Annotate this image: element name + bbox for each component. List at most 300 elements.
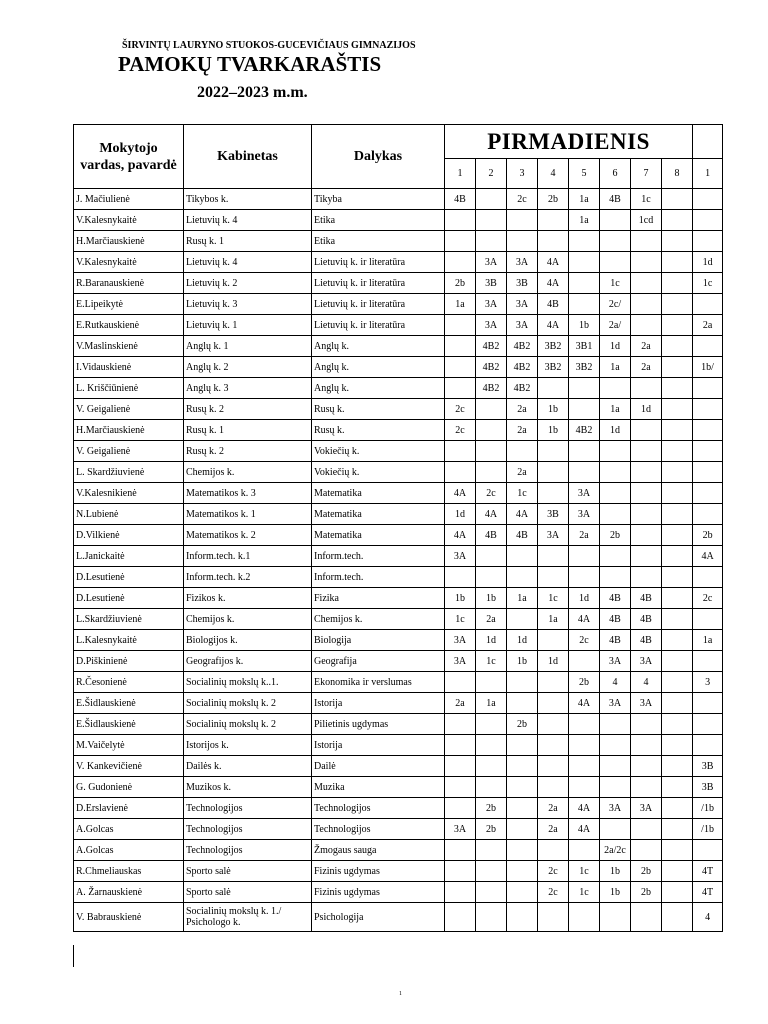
lesson-cell	[662, 819, 693, 840]
table-row	[74, 504, 723, 525]
lesson-cell: 3A	[507, 315, 538, 336]
subject-cell: Dailė	[312, 756, 445, 777]
room-cell: Geografijos k.	[184, 651, 312, 672]
lesson-cell: 2c	[476, 483, 507, 504]
lesson-cell: 1d	[538, 651, 569, 672]
table-row	[74, 336, 723, 357]
lesson-cell	[445, 441, 476, 462]
lesson-cell	[631, 462, 662, 483]
table-row	[74, 189, 723, 210]
table-row	[74, 714, 723, 735]
lesson-cell	[569, 441, 600, 462]
room-cell: Istorijos k.	[184, 735, 312, 756]
lesson-cell	[662, 714, 693, 735]
lesson-cell	[600, 441, 631, 462]
lesson-cell: 1c	[569, 882, 600, 903]
lesson-cell	[445, 714, 476, 735]
subject-cell: Lietuvių k. ir literatūra	[312, 315, 445, 336]
lesson-cell: 3B1	[569, 336, 600, 357]
lesson-cell	[662, 252, 693, 273]
lesson-cell: 2a	[538, 798, 569, 819]
lesson-cell	[445, 903, 476, 932]
lesson-cell: 1c	[507, 483, 538, 504]
lesson-cell	[569, 252, 600, 273]
lesson-cell	[476, 462, 507, 483]
lesson-cell	[662, 462, 693, 483]
lesson-cell	[631, 420, 662, 441]
table-row	[74, 819, 723, 840]
lesson-cell: 2c	[569, 630, 600, 651]
lesson-cell	[476, 210, 507, 231]
lesson-cell: 3B	[693, 777, 723, 798]
lesson-cell	[476, 735, 507, 756]
timetable	[73, 124, 723, 932]
lesson-cell: 3A	[600, 798, 631, 819]
lesson-cell: 1b	[507, 651, 538, 672]
table-row	[74, 546, 723, 567]
lesson-cell: 4B	[631, 609, 662, 630]
lesson-cell: 3B2	[538, 357, 569, 378]
lesson-cell: 1b/	[693, 357, 723, 378]
teacher-cell: L.Kalesnykaitė	[74, 630, 184, 651]
subject-cell: Fizinis ugdymas	[312, 861, 445, 882]
teacher-cell: D.Vilkienė	[74, 525, 184, 546]
lesson-cell	[476, 777, 507, 798]
lesson-cell	[569, 273, 600, 294]
lesson-cell	[569, 462, 600, 483]
lesson-cell	[631, 525, 662, 546]
lesson-cell	[600, 546, 631, 567]
lesson-cell	[569, 231, 600, 252]
lesson-cell	[662, 798, 693, 819]
lesson-cell: 4T	[693, 882, 723, 903]
lesson-cell	[600, 378, 631, 399]
room-cell: Socialinių mokslų k..1.	[184, 672, 312, 693]
table-row	[74, 420, 723, 441]
teacher-cell: R.Česonienė	[74, 672, 184, 693]
lesson-cell: 1d	[507, 630, 538, 651]
lesson-cell	[538, 378, 569, 399]
lesson-cell: 1b	[538, 420, 569, 441]
lesson-cell: 3A	[445, 630, 476, 651]
lesson-cell: 1d	[445, 504, 476, 525]
lesson-cell	[662, 315, 693, 336]
lesson-cell	[693, 651, 723, 672]
table-row	[74, 840, 723, 861]
lesson-cell: 2a	[631, 336, 662, 357]
subject-cell: Anglų k.	[312, 336, 445, 357]
lesson-cell: 1b	[600, 882, 631, 903]
room-cell: Socialinių mokslų k. 2	[184, 714, 312, 735]
lesson-cell: 2c	[538, 861, 569, 882]
room-cell: Matematikos k. 3	[184, 483, 312, 504]
teacher-cell: L. Skardžiuvienė	[74, 462, 184, 483]
lesson-cell	[569, 840, 600, 861]
lesson-cell: /1b	[693, 819, 723, 840]
period-header: 7	[631, 159, 662, 189]
lesson-cell	[662, 273, 693, 294]
lesson-cell: 4	[631, 672, 662, 693]
lesson-cell: 2c	[693, 588, 723, 609]
lesson-cell	[538, 567, 569, 588]
lesson-cell	[600, 567, 631, 588]
teacher-cell: D.Erslavienė	[74, 798, 184, 819]
lesson-cell	[662, 651, 693, 672]
room-cell: Anglų k. 2	[184, 357, 312, 378]
lesson-cell: 3	[693, 672, 723, 693]
lesson-cell	[662, 756, 693, 777]
room-cell: Socialinių mokslų k. 2	[184, 693, 312, 714]
subject-cell: Anglų k.	[312, 357, 445, 378]
room-cell: Matematikos k. 2	[184, 525, 312, 546]
lesson-cell: 2a	[507, 462, 538, 483]
lesson-cell	[538, 735, 569, 756]
lesson-cell: 3B	[693, 756, 723, 777]
lesson-cell: 2b	[445, 273, 476, 294]
teacher-cell: E.Rutkauskienė	[74, 315, 184, 336]
teacher-cell: V. Kankevičienė	[74, 756, 184, 777]
teacher-cell: D.Piškinienė	[74, 651, 184, 672]
lesson-cell	[445, 378, 476, 399]
teacher-cell: V. Babrauskienė	[74, 903, 184, 932]
lesson-cell: 1b	[445, 588, 476, 609]
teacher-cell: G. Gudonienė	[74, 777, 184, 798]
lesson-cell	[662, 630, 693, 651]
lesson-cell	[600, 252, 631, 273]
lesson-cell: 3B2	[569, 357, 600, 378]
lesson-cell	[507, 756, 538, 777]
lesson-cell	[600, 462, 631, 483]
lesson-cell	[476, 441, 507, 462]
lesson-cell	[507, 840, 538, 861]
subject-cell: Anglų k.	[312, 378, 445, 399]
lesson-cell	[662, 357, 693, 378]
subject-cell: Tikyba	[312, 189, 445, 210]
lesson-cell: 3A	[631, 651, 662, 672]
teacher-cell: I.Vidauskienė	[74, 357, 184, 378]
lesson-cell	[538, 714, 569, 735]
lesson-cell: 3A	[600, 651, 631, 672]
subject-cell: Etika	[312, 210, 445, 231]
lesson-cell: 4B2	[569, 420, 600, 441]
lesson-cell	[507, 777, 538, 798]
subject-cell: Etika	[312, 231, 445, 252]
teacher-cell: A.Golcas	[74, 819, 184, 840]
lesson-cell: 4A	[693, 546, 723, 567]
subject-cell: Ekonomika ir verslumas	[312, 672, 445, 693]
lesson-cell	[538, 672, 569, 693]
lesson-cell	[569, 651, 600, 672]
room-cell: Chemijos k.	[184, 462, 312, 483]
period-header: 6	[600, 159, 631, 189]
lesson-cell: 2b	[631, 882, 662, 903]
lesson-cell	[631, 273, 662, 294]
lesson-cell	[507, 231, 538, 252]
lesson-cell	[631, 714, 662, 735]
page-title: PAMOKŲ TVARKARAŠTIS	[118, 52, 382, 76]
lesson-cell: 2a/	[600, 315, 631, 336]
lesson-cell: 2c	[507, 189, 538, 210]
header-teacher: Mokytojo vardas, pavardė	[74, 125, 184, 189]
lesson-cell	[662, 525, 693, 546]
lesson-cell: 1a	[538, 609, 569, 630]
lesson-cell	[569, 714, 600, 735]
lesson-cell: 4A	[507, 504, 538, 525]
lesson-cell: 3A	[507, 252, 538, 273]
lesson-cell	[662, 399, 693, 420]
lesson-cell	[662, 378, 693, 399]
lesson-cell	[662, 441, 693, 462]
lesson-cell: 1c	[600, 273, 631, 294]
lesson-cell: 1d	[600, 420, 631, 441]
room-cell: Matematikos k. 1	[184, 504, 312, 525]
lesson-cell	[476, 546, 507, 567]
room-cell: Fizikos k.	[184, 588, 312, 609]
lesson-cell	[600, 819, 631, 840]
lesson-cell: 2a	[507, 399, 538, 420]
lesson-cell: 1a	[600, 357, 631, 378]
teacher-cell: V.Kalesnykaitė	[74, 252, 184, 273]
subject-cell: Rusų k.	[312, 399, 445, 420]
lesson-cell	[693, 441, 723, 462]
teacher-cell: D.Lesutienė	[74, 588, 184, 609]
subject-cell: Fizinis ugdymas	[312, 882, 445, 903]
lesson-cell: 1b	[476, 588, 507, 609]
table-row	[74, 252, 723, 273]
lesson-cell	[538, 462, 569, 483]
lesson-cell: 2b	[569, 672, 600, 693]
teacher-cell: A. Žarnauskienė	[74, 882, 184, 903]
lesson-cell	[600, 777, 631, 798]
lesson-cell: 1c	[476, 651, 507, 672]
lesson-cell: 4A	[569, 609, 600, 630]
lesson-cell	[538, 777, 569, 798]
teacher-cell: R.Baranauskienė	[74, 273, 184, 294]
lesson-cell: 2b	[600, 525, 631, 546]
room-cell: Sporto salė	[184, 861, 312, 882]
table-row	[74, 693, 723, 714]
lesson-cell: 4A	[569, 693, 600, 714]
lesson-cell: 2b	[631, 861, 662, 882]
lesson-cell	[445, 210, 476, 231]
lesson-cell	[662, 231, 693, 252]
subject-cell: Technologijos	[312, 819, 445, 840]
room-cell: Socialinių mokslų k. 1./ Psichologo k.	[184, 903, 312, 932]
subject-cell: Biologija	[312, 630, 445, 651]
lesson-cell	[476, 861, 507, 882]
lesson-cell: 4B	[476, 525, 507, 546]
lesson-cell: 4B	[507, 525, 538, 546]
room-cell: Muzikos k.	[184, 777, 312, 798]
teacher-cell: L. Kriščiūnienė	[74, 378, 184, 399]
lesson-cell	[693, 336, 723, 357]
lesson-cell	[693, 735, 723, 756]
lesson-cell	[631, 315, 662, 336]
lesson-cell: 2a	[538, 819, 569, 840]
room-cell: Rusų k. 1	[184, 420, 312, 441]
lesson-cell: 3B2	[538, 336, 569, 357]
lesson-cell	[445, 462, 476, 483]
room-cell: Rusų k. 2	[184, 441, 312, 462]
lesson-cell	[569, 399, 600, 420]
lesson-cell	[476, 189, 507, 210]
teacher-cell: L.Janickaitė	[74, 546, 184, 567]
lesson-cell: /1b	[693, 798, 723, 819]
lesson-cell: 3B	[507, 273, 538, 294]
lesson-cell	[476, 882, 507, 903]
lesson-cell: 4B2	[507, 378, 538, 399]
subject-cell: Inform.tech.	[312, 567, 445, 588]
room-cell: Dailės k.	[184, 756, 312, 777]
table-row	[74, 798, 723, 819]
lesson-cell	[507, 567, 538, 588]
lesson-cell	[631, 252, 662, 273]
table-row	[74, 357, 723, 378]
teacher-cell: H.Marčiauskienė	[74, 231, 184, 252]
lesson-cell: 3A	[445, 651, 476, 672]
school-year: 2022–2023 m.m.	[197, 84, 308, 101]
teacher-cell: J. Mačiulienė	[74, 189, 184, 210]
lesson-cell	[631, 483, 662, 504]
room-cell: Lietuvių k. 4	[184, 210, 312, 231]
subject-cell: Lietuvių k. ir literatūra	[312, 273, 445, 294]
lesson-cell: 2c/	[600, 294, 631, 315]
lesson-cell: 3A	[507, 294, 538, 315]
lesson-cell	[631, 735, 662, 756]
teacher-cell: V. Geigalienė	[74, 441, 184, 462]
lesson-cell	[507, 441, 538, 462]
lesson-cell	[693, 504, 723, 525]
lesson-cell	[476, 567, 507, 588]
lesson-cell: 4	[693, 903, 723, 932]
room-cell: Biologijos k.	[184, 630, 312, 651]
lesson-cell	[693, 462, 723, 483]
subject-cell: Istorija	[312, 735, 445, 756]
lesson-cell: 1c	[538, 588, 569, 609]
lesson-cell: 3A	[476, 315, 507, 336]
school-name: ŠIRVINTŲ LAURYNO STUOKOS-GUCEVIČIAUS GIMNAZIJOS	[122, 40, 416, 51]
room-cell: Rusų k. 1	[184, 231, 312, 252]
lesson-cell	[662, 504, 693, 525]
subject-cell: Lietuvių k. ir literatūra	[312, 252, 445, 273]
table-row	[74, 735, 723, 756]
table-edge-line	[73, 945, 74, 967]
lesson-cell	[569, 567, 600, 588]
lesson-cell	[507, 903, 538, 932]
lesson-cell	[600, 483, 631, 504]
lesson-cell	[445, 756, 476, 777]
lesson-cell	[445, 882, 476, 903]
lesson-cell: 1a	[507, 588, 538, 609]
lesson-cell	[693, 693, 723, 714]
teacher-cell: R.Chmeliauskas	[74, 861, 184, 882]
lesson-cell: 3A	[445, 819, 476, 840]
lesson-cell	[476, 903, 507, 932]
lesson-cell: 3B	[476, 273, 507, 294]
lesson-cell	[662, 609, 693, 630]
lesson-cell: 3B	[538, 504, 569, 525]
lesson-cell: 2b	[693, 525, 723, 546]
lesson-cell: 4A	[538, 315, 569, 336]
lesson-cell	[445, 567, 476, 588]
lesson-cell	[569, 546, 600, 567]
subject-cell: Psichologija	[312, 903, 445, 932]
room-cell: Anglų k. 3	[184, 378, 312, 399]
subject-cell: Technologijos	[312, 798, 445, 819]
lesson-cell	[538, 231, 569, 252]
next-day-header	[693, 125, 723, 159]
lesson-cell: 1d	[600, 336, 631, 357]
teacher-cell: M.Vaičelytė	[74, 735, 184, 756]
header-subject: Dalykas	[312, 125, 445, 189]
room-cell: Lietuvių k. 2	[184, 273, 312, 294]
lesson-cell: 2b	[476, 819, 507, 840]
lesson-cell: 4B	[445, 189, 476, 210]
lesson-cell: 4A	[445, 525, 476, 546]
table-row	[74, 210, 723, 231]
lesson-cell: 2a/2c	[600, 840, 631, 861]
lesson-cell: 1d	[569, 588, 600, 609]
lesson-cell	[538, 630, 569, 651]
lesson-cell	[662, 693, 693, 714]
lesson-cell: 1a	[476, 693, 507, 714]
teacher-cell: A.Golcas	[74, 840, 184, 861]
subject-cell: Geografija	[312, 651, 445, 672]
lesson-cell	[631, 903, 662, 932]
lesson-cell	[631, 756, 662, 777]
lesson-cell	[507, 882, 538, 903]
room-cell: Rusų k. 2	[184, 399, 312, 420]
lesson-cell: 4B	[631, 588, 662, 609]
lesson-cell: 2b	[538, 189, 569, 210]
lesson-cell	[662, 336, 693, 357]
lesson-cell: 4B2	[507, 336, 538, 357]
lesson-cell	[693, 840, 723, 861]
page-number: 1	[399, 991, 402, 997]
lesson-cell	[445, 777, 476, 798]
room-cell: Sporto salė	[184, 882, 312, 903]
lesson-cell	[538, 483, 569, 504]
lesson-cell: 4B	[600, 630, 631, 651]
lesson-cell: 4A	[569, 798, 600, 819]
lesson-cell	[538, 903, 569, 932]
lesson-cell	[476, 672, 507, 693]
room-cell: Lietuvių k. 3	[184, 294, 312, 315]
room-cell: Technologijos	[184, 819, 312, 840]
lesson-cell	[507, 798, 538, 819]
lesson-cell	[662, 882, 693, 903]
lesson-cell	[693, 483, 723, 504]
lesson-cell	[631, 546, 662, 567]
subject-cell: Istorija	[312, 693, 445, 714]
teacher-cell: V.Kalesnikienė	[74, 483, 184, 504]
lesson-cell: 1a	[600, 399, 631, 420]
lesson-cell: 3A	[569, 504, 600, 525]
lesson-cell	[600, 210, 631, 231]
lesson-cell: 4A	[476, 504, 507, 525]
table-row	[74, 315, 723, 336]
subject-cell: Inform.tech.	[312, 546, 445, 567]
table-row	[74, 777, 723, 798]
lesson-cell	[631, 441, 662, 462]
lesson-cell	[507, 735, 538, 756]
lesson-cell: 3A	[569, 483, 600, 504]
lesson-cell	[693, 567, 723, 588]
table-row	[74, 462, 723, 483]
teacher-cell: H.Marčiauskienė	[74, 420, 184, 441]
lesson-cell: 1c	[693, 273, 723, 294]
lesson-cell: 2a	[507, 420, 538, 441]
